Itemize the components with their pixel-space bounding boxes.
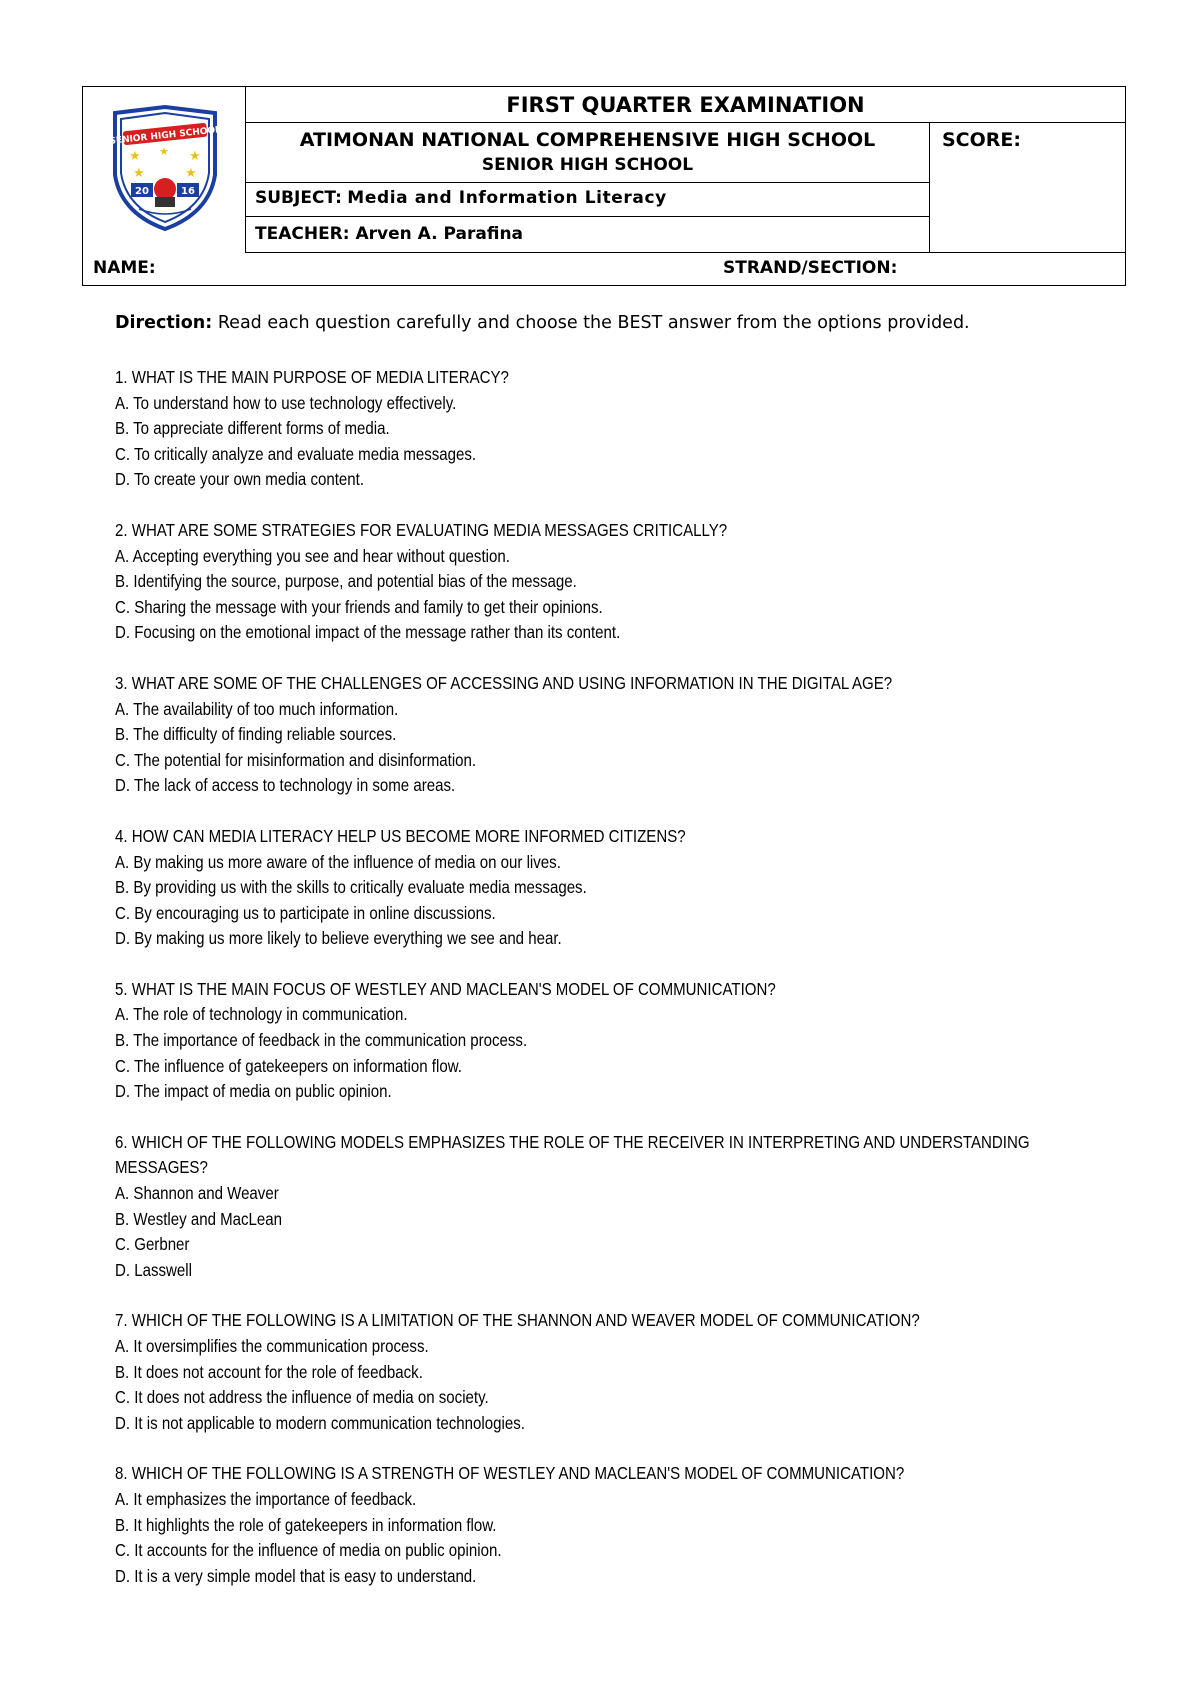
star-icon: ★ [159, 146, 169, 158]
answer-option[interactable]: C. Sharing the message with your friends and family to get their opinions. [115, 596, 603, 617]
score-label: SCORE: [942, 129, 1021, 151]
name-label: NAME: [93, 258, 156, 278]
question-item [115, 824, 1100, 952]
answer-option[interactable]: B. Identifying the source, purpose, and potential bias of the message. [115, 571, 577, 592]
question-list [115, 365, 1100, 1614]
exam-title: FIRST QUARTER EXAMINATION [246, 87, 1125, 123]
question-item [115, 671, 1100, 799]
exam-header-table [82, 86, 1126, 286]
subject-value: Media and Information Literacy [347, 188, 667, 208]
score-cell[interactable] [930, 123, 1125, 253]
answer-option[interactable]: A. By making us more aware of the influence of media on our lives. [115, 851, 561, 872]
star-icon: ★ [185, 165, 197, 180]
answer-option[interactable]: B. By providing us with the skills to critically evaluate media messages. [115, 877, 587, 898]
question-stem: 8. WHICH OF THE FOLLOWING IS A STRENGTH OF WESTLEY AND MACLEAN'S MODEL OF COMMUNICATION? [115, 1463, 905, 1484]
school-level: SENIOR HIGH SCHOOL [481, 155, 694, 175]
question-stem: 5. WHAT IS THE MAIN FOCUS OF WESTLEY AND MACLEAN'S MODEL OF COMMUNICATION? [115, 978, 776, 999]
teacher-cell [246, 217, 930, 253]
star-icon: ★ [133, 165, 145, 180]
school-logo-cell [83, 87, 246, 253]
subject-cell [246, 183, 930, 217]
answer-option[interactable]: B. To appreciate different forms of media. [115, 418, 390, 439]
teacher-value: Arven A. Parafina [355, 224, 524, 244]
answer-option[interactable]: A. Accepting everything you see and hear without question. [115, 545, 510, 566]
answer-option[interactable]: C. It does not address the influence of media on society. [115, 1387, 489, 1408]
star-icon: ★ [129, 148, 141, 163]
answer-option[interactable]: A. It oversimplifies the communication process. [115, 1336, 429, 1356]
answer-option[interactable]: B. It highlights the role of gatekeepers in information flow. [115, 1514, 497, 1535]
answer-option[interactable]: C. The potential for misinformation and disinformation. [115, 749, 477, 770]
logo-year-left: 20 [135, 186, 149, 197]
answer-option[interactable]: D. Focusing on the emotional impact of the message rather than its content. [115, 622, 621, 643]
answer-option[interactable]: C. It accounts for the influence of media on public opinion. [115, 1540, 502, 1561]
question-item [115, 1461, 1100, 1589]
answer-option[interactable]: C. Gerbner [115, 1234, 190, 1255]
logo-banner-text: SENIOR HIGH SCHOOL [109, 125, 221, 147]
question-stem: 6. WHICH OF THE FOLLOWING MODELS EMPHASIZES THE ROLE OF THE RECEIVER IN INTERPRETING AND UNDERSTANDING MESSAGES? [115, 1131, 1030, 1178]
school-logo [109, 105, 221, 233]
name-row[interactable] [83, 253, 1125, 285]
answer-option[interactable]: A. To understand how to use technology effectively. [115, 392, 457, 413]
answer-option[interactable]: D. The impact of media on public opinion. [115, 1081, 392, 1102]
answer-option[interactable]: B. The difficulty of finding reliable sources. [115, 724, 397, 745]
subject-label: SUBJECT: [255, 188, 342, 208]
question-item [115, 1308, 1100, 1436]
strand-section-label: STRAND/SECTION: [723, 258, 898, 278]
question-stem: 4. HOW CAN MEDIA LITERACY HELP US BECOME MORE INFORMED CITIZENS? [115, 825, 686, 846]
answer-option[interactable]: D. Lasswell [115, 1259, 192, 1280]
answer-option[interactable]: B. Westley and MacLean [115, 1208, 283, 1229]
direction-label: Direction: [115, 313, 213, 333]
question-stem: 3. WHAT ARE SOME OF THE CHALLENGES OF ACCESSING AND USING INFORMATION IN THE DIGITAL AGE? [115, 672, 893, 693]
teacher-label: TEACHER: [255, 224, 350, 244]
answer-option[interactable]: D. It is a very simple model that is easy to understand. [115, 1565, 477, 1586]
answer-option[interactable]: A. Shannon and Weaver [115, 1183, 279, 1204]
answer-option[interactable]: B. It does not account for the role of feedback. [115, 1361, 423, 1382]
school-name: ATIMONAN NATIONAL COMPREHENSIVE HIGH SCHOOL [299, 129, 876, 151]
question-item [115, 518, 1100, 646]
answer-option[interactable]: A. It emphasizes the importance of feedback. [115, 1488, 417, 1509]
answer-option[interactable]: C. To critically analyze and evaluate media messages. [115, 443, 477, 464]
direction-text: Read each question carefully and choose the BEST answer from the options provided. [212, 313, 970, 333]
answer-option[interactable]: D. It is not applicable to modern communication technologies. [115, 1412, 525, 1433]
question-item [115, 365, 1100, 493]
logo-year-right: 16 [181, 186, 195, 197]
answer-option[interactable]: D. The lack of access to technology in some areas. [115, 775, 456, 796]
answer-option[interactable]: D. By making us more likely to believe everything we see and hear. [115, 928, 562, 949]
direction [115, 313, 1115, 333]
answer-option[interactable]: A. The availability of too much information. [115, 698, 399, 719]
question-item [115, 977, 1100, 1105]
star-icon: ★ [189, 148, 201, 163]
school-name-cell [246, 123, 930, 183]
answer-option[interactable]: C. By encouraging us to participate in online discussions. [115, 902, 496, 923]
answer-option[interactable]: D. To create your own media content. [115, 469, 365, 490]
answer-option[interactable]: C. The influence of gatekeepers on information flow. [115, 1055, 462, 1076]
question-item [115, 1130, 1100, 1284]
question-stem: 2. WHAT ARE SOME STRATEGIES FOR EVALUATING MEDIA MESSAGES CRITICALLY? [115, 519, 728, 540]
answer-option[interactable]: A. The role of technology in communication. [115, 1004, 408, 1025]
answer-option[interactable]: B. The importance of feedback in the communication process. [115, 1030, 528, 1051]
question-stem: 1. WHAT IS THE MAIN PURPOSE OF MEDIA LITERACY? [115, 367, 509, 387]
question-stem: 7. WHICH OF THE FOLLOWING IS A LIMITATION OF THE SHANNON AND WEAVER MODEL OF COMMUNICATION? [115, 1310, 920, 1331]
